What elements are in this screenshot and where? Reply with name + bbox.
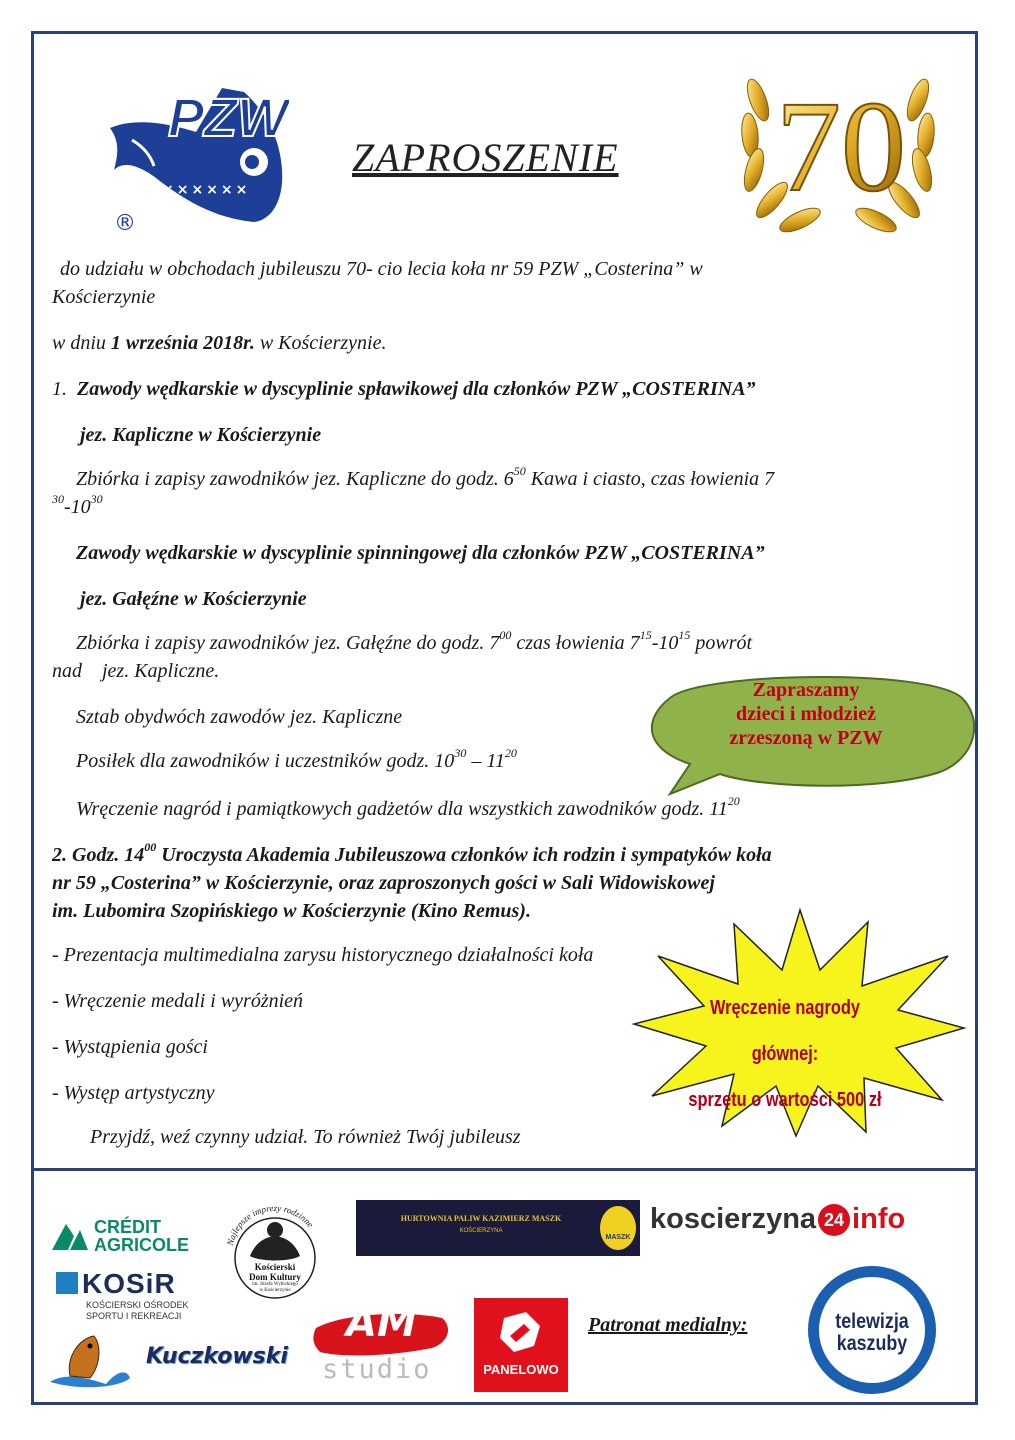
date-suffix: w Kościerzynie. — [254, 332, 387, 354]
meal-b: – 11 — [466, 750, 505, 772]
gathering-b: Kawa i ciasto, czas łowienia 7 — [525, 468, 775, 490]
kosir-sub-1: KOŚCIERSKI OŚRODEK — [86, 1300, 189, 1310]
tv-line-1: telewizja — [835, 1310, 909, 1333]
kdk-line-3: im. Józefa Wybickiego — [252, 1282, 298, 1287]
spin-gathering-line-2: nad jez. Kapliczne. — [52, 660, 220, 682]
ca-line-1: CRÉDIT — [94, 1217, 161, 1237]
bubble-line-3: zrzeszoną w PZW — [729, 727, 883, 749]
spin-a-sup: 00 — [499, 628, 512, 643]
intro-line-1: do udziału w obchodach jubileuszu 70- cio lecia koła nr 59 PZW „Costerina” w — [60, 258, 703, 280]
panelowo-icon — [474, 1298, 568, 1358]
gathering-a: Zbiórka i zapisy zawodników jez. Kapliczne do godz. 6 — [76, 468, 514, 490]
footer-divider — [34, 1168, 977, 1171]
section2-line-3: im. Lubomira Szopińskiego w Kościerzynie (Kino Remus). — [52, 900, 531, 922]
kdk-line-2: Dom Kultury — [249, 1272, 301, 1282]
section1-location: jez. Kapliczne w Kościerzynie — [80, 424, 322, 446]
kosir-sub-2: SPORTU I REKREACJI — [86, 1311, 182, 1321]
maszk-text: MASZK — [605, 1234, 631, 1241]
event-date — [52, 332, 387, 355]
spin-b-sup: 15 — [639, 628, 652, 643]
kdk-line-1: Kościerski — [254, 1262, 296, 1272]
program-item: - Wystąpienia gości — [52, 1036, 208, 1058]
meal-a: Posiłek dla zawodników i uczestników godz. 10 — [76, 750, 455, 772]
date-prefix: w dniu — [52, 332, 111, 354]
hurtownia-sub: KOŚCIERZYNA — [459, 1228, 503, 1234]
tv-line-2: kaszuby — [836, 1332, 908, 1355]
spin-c: -10 — [651, 632, 679, 654]
float-gathering-line-1 — [76, 464, 775, 491]
section2-a: 2. Godz. 14 — [52, 844, 145, 866]
am-text: AM — [346, 1300, 417, 1346]
bubble-text — [676, 678, 936, 750]
meal-line — [76, 746, 517, 773]
pzw-letters: PZW — [168, 88, 288, 148]
awards-a-sup: 20 — [727, 794, 740, 809]
program-item: - Wręczenie medali i wyróżnień — [52, 990, 304, 1012]
meal-b-sup: 20 — [504, 746, 517, 761]
section2-b: Uroczysta Akademia Jubileuszowa członków ich rodzin i sympatyków koła — [156, 844, 772, 866]
star-text — [683, 985, 888, 1123]
spin-location: jez. Gałęźne w Kościerzynie — [80, 588, 307, 610]
awards-line — [76, 794, 740, 821]
registered-mark: ® — [114, 211, 136, 236]
maszk-badge — [600, 1206, 636, 1250]
awards-a: Wręczenie nagród i pamiątkowych gadżetów dla wszystkich zawodników godz. 11 — [76, 798, 728, 820]
hurtownia-logo — [356, 1200, 640, 1256]
spin-d: powrót — [690, 632, 753, 654]
kdk-arc-text: Najlepsze imprezy rodzinne — [224, 1203, 316, 1247]
meal-a-sup: 30 — [454, 746, 467, 761]
section1-number: 1. — [52, 378, 67, 400]
section2-line-2: nr 59 „Costerina” w Kościerzynie, oraz zaproszonych gości w Sali Widowiskowej — [52, 872, 715, 894]
credit-agricole-icon — [48, 1220, 90, 1254]
kdk-line-4: w Kościerzynie — [259, 1288, 291, 1293]
spin-heading: Zawody wędkarskie w dyscyplinie spinningowej dla członków PZW „COSTERINA” — [76, 542, 765, 564]
closing-line: Przyjdź, weź czynny udział. To również Twój jubileusz — [90, 1126, 521, 1148]
k24-name: koscierzyna — [650, 1203, 817, 1235]
section2-line-1 — [52, 840, 772, 867]
studio-text: studio — [322, 1354, 432, 1385]
anniversary-number: 70 — [776, 75, 906, 219]
spin-c-sup: 15 — [678, 628, 691, 643]
media-patronage-label: Patronat medialny: — [588, 1314, 748, 1336]
fish-splash-logo — [46, 1332, 132, 1392]
intro-line-2: Kościerzynie — [52, 286, 156, 308]
kuczkowski-logo: Kuczkowski — [146, 1344, 288, 1369]
hq-line: Sztab obydwóch zawodów jez. Kapliczne — [76, 706, 403, 728]
panelowo-logo — [474, 1298, 568, 1392]
kosir-icon — [56, 1272, 78, 1294]
program-item: - Prezentacja multimedialna zarysu historycznego działalności koła — [52, 944, 594, 966]
date-bold: 1 września 2018r. — [110, 332, 255, 354]
spin-gathering-line-1 — [76, 628, 753, 655]
telewizja-kaszuby-logo — [808, 1266, 936, 1394]
ca-line-2: AGRICOLE — [94, 1235, 190, 1255]
section2-sup: 00 — [144, 840, 157, 855]
hurtownia-text: HURTOWNIA PALIW KAZIMIERZ MASZK — [400, 1214, 562, 1223]
star-line-1: Wręczenie nagrody głównej: — [709, 997, 861, 1065]
kdk-logo — [220, 1200, 330, 1310]
anniversary-wreath — [728, 40, 948, 250]
program-item: - Występ artystyczny — [52, 1082, 215, 1104]
line2-sup1: 30 — [52, 492, 64, 507]
line2-sup2: 30 — [90, 492, 103, 507]
gathering-a-sup: 50 — [513, 464, 526, 479]
bubble-line-2: dzieci i młodzież — [736, 703, 876, 725]
section1-heading-text: Zawody wędkarskie w dyscyplinie spławikowej dla członków PZW „COSTERINA” — [77, 378, 756, 400]
section1-heading — [52, 378, 756, 401]
bubble-line-1: Zapraszamy — [752, 679, 860, 701]
panelowo-text: PANELOWO — [483, 1362, 559, 1377]
pzw-marks: ×××××× — [162, 182, 251, 198]
spin-a: Zbiórka i zapisy zawodników jez. Gałęźne do godz. 7 — [76, 632, 500, 654]
k24-info: info — [852, 1203, 906, 1235]
pzw-logo — [104, 70, 289, 240]
star-line-2: sprzętu o wartości 500 zł — [688, 1089, 882, 1111]
koscierzyna24-logo — [650, 1203, 905, 1236]
k24-number: 24 — [818, 1204, 850, 1236]
page-title: ZAPROSZENIE — [352, 135, 619, 180]
kosir-text: KOSiR — [82, 1268, 176, 1299]
float-gathering-line-2 — [52, 492, 103, 519]
spin-b: czas łowienia 7 — [511, 632, 640, 654]
line2-mid: -10 — [64, 496, 91, 518]
